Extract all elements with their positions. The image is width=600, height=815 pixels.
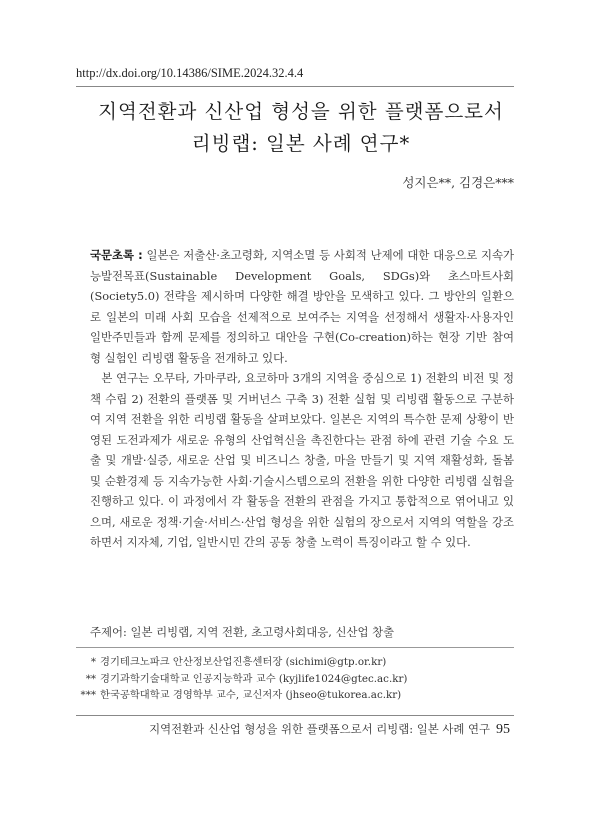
- footnote-rule: [76, 647, 514, 648]
- footnote: [78, 671, 407, 688]
- header-rule: [76, 86, 514, 87]
- footnotes: [78, 654, 407, 704]
- footnote-text: 경기테크노파크 안산정보산업진흥센터장 (sichimi@gtp.or.kr): [100, 656, 387, 668]
- footnote-text: 경기과학기술대학교 인공지능학과 교수 (kyjlife1024@gtec.ac.kr): [100, 672, 408, 685]
- footnote-mark: *: [90, 656, 96, 668]
- footer-rule: [76, 715, 514, 716]
- footnote-text: 한국공학대학교 경영학부 교수, 교신저자 (jhseo@tukorea.ac.kr): [100, 689, 402, 701]
- footnote: [78, 654, 407, 671]
- authors: 성지은**, 김경은***: [402, 175, 514, 190]
- abstract-paragraph-1: [90, 245, 514, 368]
- footnote: [78, 687, 407, 704]
- title-line-2: 리빙랩: 일본 사례 연구*: [191, 132, 411, 155]
- abstract: [90, 245, 514, 553]
- abstract-label: 국문초록 :: [90, 248, 143, 262]
- page-number: 95: [496, 722, 510, 737]
- doi-link[interactable]: http://dx.doi.org/10.14386/SIME.2024.32.4.4: [76, 66, 304, 80]
- abstract-text-1: 일본은 저출산·초고령화, 지역소멸 등 사회적 난제에 대한 대응으로 지속가능발전목표(Sustainable Development Goals, SDGs)와 초스마트사회(Society5.0) 전략을 제시하며 다양한 해결 방안을 모색하고 있다. 그 방안의 일환으로 일본의 미래 사회 모습을 선제적으로 보여주는 지역을 선정해서 생활자·사용자인 일반주민들과 함께 문제를 정의하고 대안을 구현(Co-creation)하는 현장 기반 참여형 실험인 리빙랩 활동을 전개하고 있다.: [90, 248, 514, 365]
- abstract-paragraph-2: 본 연구는 오무타, 가마쿠라, 요코하마 3개의 지역을 중심으로 1) 전환의 비전 및 정책 수립 2) 전환의 플랫폼 및 거버넌스 구축 3) 전환 실험 및 리빙랩 활동으로 구분하여 지역 전환을 위한 리빙랩 활동을 살펴보았다. 일본은 지역의 특수한 문제 상황이 반영된 도전과제가 새로운 유형의 산업혁신을 촉진한다는 관점 하에 관련 기술 수요 도출 및 개발·실증, 새로운 산업 및 비즈니스 창출, 마을 만들기 및 지역 재활성화, 돌봄 및 순환경제 등 지속가능한 사회·기술시스템으로의 전환을 위한 다양한 리빙랩 실험을 진행하고 있다. 이 과정에서 각 활동을 전환의 관점을 가지고 통합적으로 엮어내고 있으며, 새로운 정책·기술·서비스·산업 형성을 위한 실험의 장으로서 지역의 역할을 강조하면서 지자체, 기업, 일반시민 간의 공동 창출 노력이 특징이라고 할 수 있다.: [90, 371, 514, 549]
- footnote-mark: ***: [80, 689, 96, 701]
- title-line-1: 지역전환과 신산업 형성을 위한 플랫폼으로서: [98, 100, 504, 123]
- footnote-mark: **: [85, 672, 96, 685]
- running-footer: [149, 721, 510, 738]
- running-title: 지역전환과 신산업 형성을 위한 플랫폼으로서 리빙랩: 일본 사례 연구: [149, 722, 490, 736]
- paper-title: [76, 96, 526, 160]
- keywords: 주제어: 일본 리빙랩, 지역 전환, 초고령사회대응, 신산업 창출: [90, 625, 395, 639]
